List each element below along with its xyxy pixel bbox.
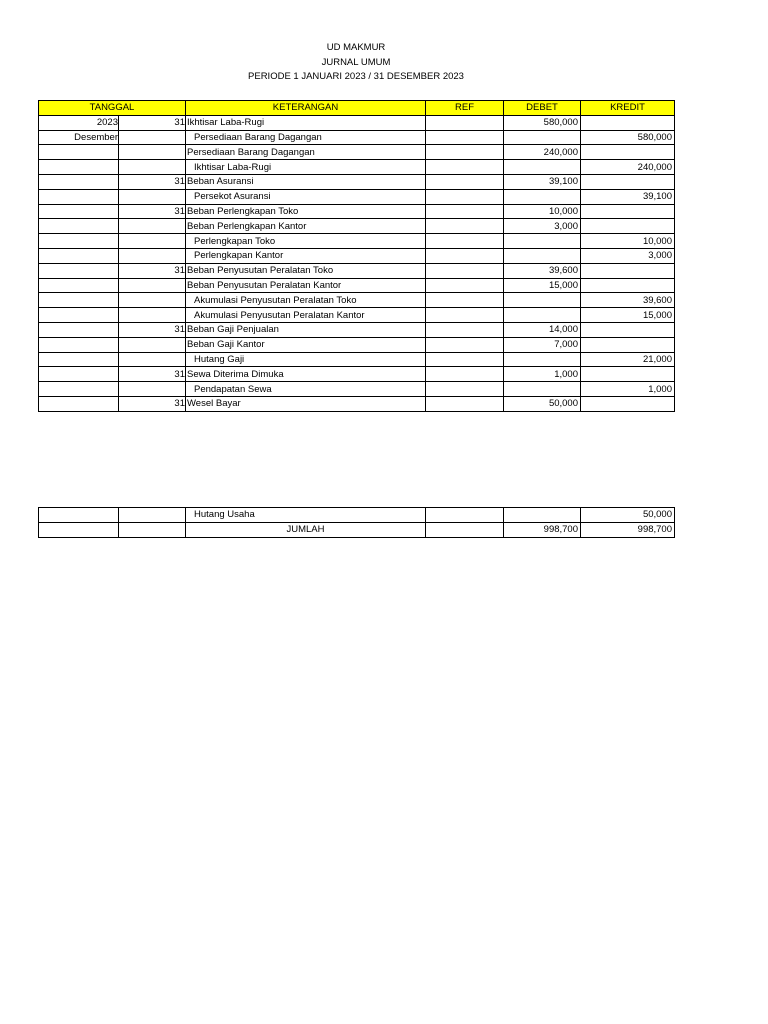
header-ref: REF bbox=[426, 101, 504, 116]
row-kredit-cell bbox=[581, 204, 675, 219]
row-description-cell: Akumulasi Penyusutan Peralatan Toko bbox=[186, 293, 426, 308]
row-day-cell bbox=[119, 219, 186, 234]
row-day-cell: 31 bbox=[119, 115, 186, 130]
row-day-cell bbox=[119, 278, 186, 293]
row-ref-cell bbox=[426, 115, 504, 130]
row-kredit-cell bbox=[581, 278, 675, 293]
row-ref-cell bbox=[426, 293, 504, 308]
row-debet-cell: 580,000 bbox=[504, 115, 581, 130]
row-year-cell bbox=[39, 204, 119, 219]
row-year-cell bbox=[39, 234, 119, 249]
total-year-cell bbox=[39, 522, 119, 537]
row-debet-cell bbox=[504, 248, 581, 263]
row-year-cell bbox=[39, 189, 119, 204]
row-description-cell: Perlengkapan Toko bbox=[186, 234, 426, 249]
table-row bbox=[39, 145, 675, 160]
row-debet-cell: 7,000 bbox=[504, 337, 581, 352]
total-day-cell bbox=[119, 522, 186, 537]
row-debet-cell bbox=[504, 508, 581, 523]
total-kredit: 998,700 bbox=[581, 522, 675, 537]
row-ref-cell bbox=[426, 145, 504, 160]
header-kredit: KREDIT bbox=[581, 101, 675, 116]
table-row bbox=[39, 352, 675, 367]
row-year-cell bbox=[39, 160, 119, 175]
row-day-cell bbox=[119, 145, 186, 160]
row-debet-cell bbox=[504, 130, 581, 145]
row-year-cell bbox=[39, 248, 119, 263]
company-name: UD MAKMUR bbox=[326, 42, 386, 53]
row-day-cell bbox=[119, 248, 186, 263]
row-description-cell: Beban Gaji Kantor bbox=[186, 337, 426, 352]
row-ref-cell bbox=[426, 508, 504, 523]
table-row bbox=[39, 367, 675, 382]
row-ref-cell bbox=[426, 382, 504, 397]
row-description-cell: Ikhtisar Laba-Rugi bbox=[186, 160, 426, 175]
row-kredit-cell bbox=[581, 174, 675, 189]
row-day-cell bbox=[119, 293, 186, 308]
row-day-cell bbox=[119, 234, 186, 249]
row-ref-cell bbox=[426, 204, 504, 219]
row-debet-cell: 14,000 bbox=[504, 322, 581, 337]
row-day-cell bbox=[119, 508, 186, 523]
row-description-cell: Beban Gaji Penjualan bbox=[186, 322, 426, 337]
row-year-cell bbox=[39, 174, 119, 189]
row-kredit-cell: 15,000 bbox=[581, 308, 675, 323]
row-ref-cell bbox=[426, 219, 504, 234]
row-debet-cell: 50,000 bbox=[504, 396, 581, 411]
row-kredit-cell bbox=[581, 396, 675, 411]
table-row bbox=[39, 248, 675, 263]
row-description-cell: Sewa Diterima Dimuka bbox=[186, 367, 426, 382]
row-kredit-cell bbox=[581, 263, 675, 278]
row-day-cell bbox=[119, 130, 186, 145]
row-kredit-cell bbox=[581, 219, 675, 234]
row-description-cell: Perlengkapan Kantor bbox=[186, 248, 426, 263]
table-row bbox=[39, 174, 675, 189]
row-ref-cell bbox=[426, 130, 504, 145]
row-day-cell: 31 bbox=[119, 322, 186, 337]
table-row bbox=[39, 115, 675, 130]
row-debet-cell bbox=[504, 234, 581, 249]
row-day-cell: 31 bbox=[119, 367, 186, 382]
row-ref-cell bbox=[426, 278, 504, 293]
row-ref-cell bbox=[426, 248, 504, 263]
report-header bbox=[0, 41, 712, 85]
row-day-cell: 31 bbox=[119, 204, 186, 219]
row-debet-cell bbox=[504, 352, 581, 367]
total-debet: 998,700 bbox=[504, 522, 581, 537]
total-row bbox=[39, 522, 675, 537]
row-debet-cell bbox=[504, 382, 581, 397]
row-ref-cell bbox=[426, 367, 504, 382]
row-debet-cell: 39,100 bbox=[504, 174, 581, 189]
row-ref-cell bbox=[426, 174, 504, 189]
row-year-cell bbox=[39, 263, 119, 278]
total-label: JUMLAH bbox=[186, 522, 426, 537]
table-row bbox=[39, 234, 675, 249]
row-day-cell: 31 bbox=[119, 263, 186, 278]
row-description-cell: Persekot Asuransi bbox=[186, 189, 426, 204]
total-ref-cell bbox=[426, 522, 504, 537]
row-kredit-cell: 21,000 bbox=[581, 352, 675, 367]
journal-body bbox=[39, 115, 675, 411]
row-debet-cell: 10,000 bbox=[504, 204, 581, 219]
row-ref-cell bbox=[426, 396, 504, 411]
row-description-cell: Persediaan Barang Dagangan bbox=[186, 145, 426, 160]
row-debet-cell: 1,000 bbox=[504, 367, 581, 382]
row-kredit-cell: 10,000 bbox=[581, 234, 675, 249]
row-year-cell bbox=[39, 322, 119, 337]
row-debet-cell: 15,000 bbox=[504, 278, 581, 293]
row-year-cell bbox=[39, 367, 119, 382]
row-debet-cell bbox=[504, 293, 581, 308]
row-kredit-cell: 3,000 bbox=[581, 248, 675, 263]
row-ref-cell bbox=[426, 322, 504, 337]
row-debet-cell: 3,000 bbox=[504, 219, 581, 234]
row-year-cell bbox=[39, 396, 119, 411]
row-year-cell: 2023 bbox=[39, 115, 119, 130]
report-period: PERIODE 1 JANUARI 2023 / 31 DESEMBER 2023 bbox=[248, 71, 464, 82]
row-debet-cell bbox=[504, 189, 581, 204]
table-row bbox=[39, 278, 675, 293]
row-debet-cell: 39,600 bbox=[504, 263, 581, 278]
table-row bbox=[39, 337, 675, 352]
row-debet-cell bbox=[504, 160, 581, 175]
row-description-cell: Pendapatan Sewa bbox=[186, 382, 426, 397]
row-description-cell: Beban Asuransi bbox=[186, 174, 426, 189]
row-kredit-cell: 39,100 bbox=[581, 189, 675, 204]
row-day-cell bbox=[119, 189, 186, 204]
row-description-cell: Persediaan Barang Dagangan bbox=[186, 130, 426, 145]
table-row bbox=[39, 204, 675, 219]
row-description-cell: Ikhtisar Laba-Rugi bbox=[186, 115, 426, 130]
row-ref-cell bbox=[426, 337, 504, 352]
table-row bbox=[39, 382, 675, 397]
report-title: JURNAL UMUM bbox=[321, 56, 391, 68]
table-row bbox=[39, 508, 675, 523]
row-day-cell bbox=[119, 382, 186, 397]
row-year-cell bbox=[39, 293, 119, 308]
row-description-cell: Wesel Bayar bbox=[186, 396, 426, 411]
row-kredit-cell: 580,000 bbox=[581, 130, 675, 145]
row-year-cell bbox=[39, 337, 119, 352]
table-row bbox=[39, 293, 675, 308]
row-day-cell bbox=[119, 308, 186, 323]
row-ref-cell bbox=[426, 160, 504, 175]
row-description-cell: Akumulasi Penyusutan Peralatan Kantor bbox=[186, 308, 426, 323]
row-kredit-cell: 50,000 bbox=[581, 508, 675, 523]
row-kredit-cell bbox=[581, 367, 675, 382]
header-tanggal: TANGGAL bbox=[39, 101, 186, 116]
row-description-cell: Beban Perlengkapan Toko bbox=[186, 204, 426, 219]
row-kredit-cell bbox=[581, 337, 675, 352]
row-year-cell bbox=[39, 278, 119, 293]
row-year-cell: Desember bbox=[39, 130, 119, 145]
table-row bbox=[39, 263, 675, 278]
row-kredit-cell: 39,600 bbox=[581, 293, 675, 308]
row-kredit-cell: 240,000 bbox=[581, 160, 675, 175]
journal-table bbox=[38, 100, 675, 412]
row-year-cell bbox=[39, 382, 119, 397]
row-kredit-cell bbox=[581, 322, 675, 337]
row-description-cell: Hutang Usaha bbox=[186, 508, 426, 523]
row-year-cell bbox=[39, 508, 119, 523]
header-debet: DEBET bbox=[504, 101, 581, 116]
row-description-cell: Beban Penyusutan Peralatan Kantor bbox=[186, 278, 426, 293]
row-debet-cell bbox=[504, 308, 581, 323]
table-row bbox=[39, 189, 675, 204]
table-row bbox=[39, 130, 675, 145]
row-day-cell: 31 bbox=[119, 174, 186, 189]
row-kredit-cell bbox=[581, 145, 675, 160]
row-year-cell bbox=[39, 308, 119, 323]
row-year-cell bbox=[39, 352, 119, 367]
row-day-cell: 31 bbox=[119, 396, 186, 411]
table-header-row bbox=[39, 101, 675, 116]
row-day-cell bbox=[119, 352, 186, 367]
journal-footer-body bbox=[39, 508, 675, 523]
row-ref-cell bbox=[426, 308, 504, 323]
row-ref-cell bbox=[426, 189, 504, 204]
row-day-cell bbox=[119, 160, 186, 175]
row-year-cell bbox=[39, 145, 119, 160]
table-row bbox=[39, 219, 675, 234]
row-debet-cell: 240,000 bbox=[504, 145, 581, 160]
row-day-cell bbox=[119, 337, 186, 352]
header-keterangan: KETERANGAN bbox=[186, 101, 426, 116]
table-row bbox=[39, 322, 675, 337]
row-year-cell bbox=[39, 219, 119, 234]
row-kredit-cell: 1,000 bbox=[581, 382, 675, 397]
table-row bbox=[39, 396, 675, 411]
table-row bbox=[39, 160, 675, 175]
journal-footer-table bbox=[38, 507, 675, 538]
row-kredit-cell bbox=[581, 115, 675, 130]
row-description-cell: Beban Perlengkapan Kantor bbox=[186, 219, 426, 234]
row-ref-cell bbox=[426, 352, 504, 367]
table-row bbox=[39, 308, 675, 323]
row-description-cell: Hutang Gaji bbox=[186, 352, 426, 367]
row-ref-cell bbox=[426, 263, 504, 278]
row-description-cell: Beban Penyusutan Peralatan Toko bbox=[186, 263, 426, 278]
row-ref-cell bbox=[426, 234, 504, 249]
